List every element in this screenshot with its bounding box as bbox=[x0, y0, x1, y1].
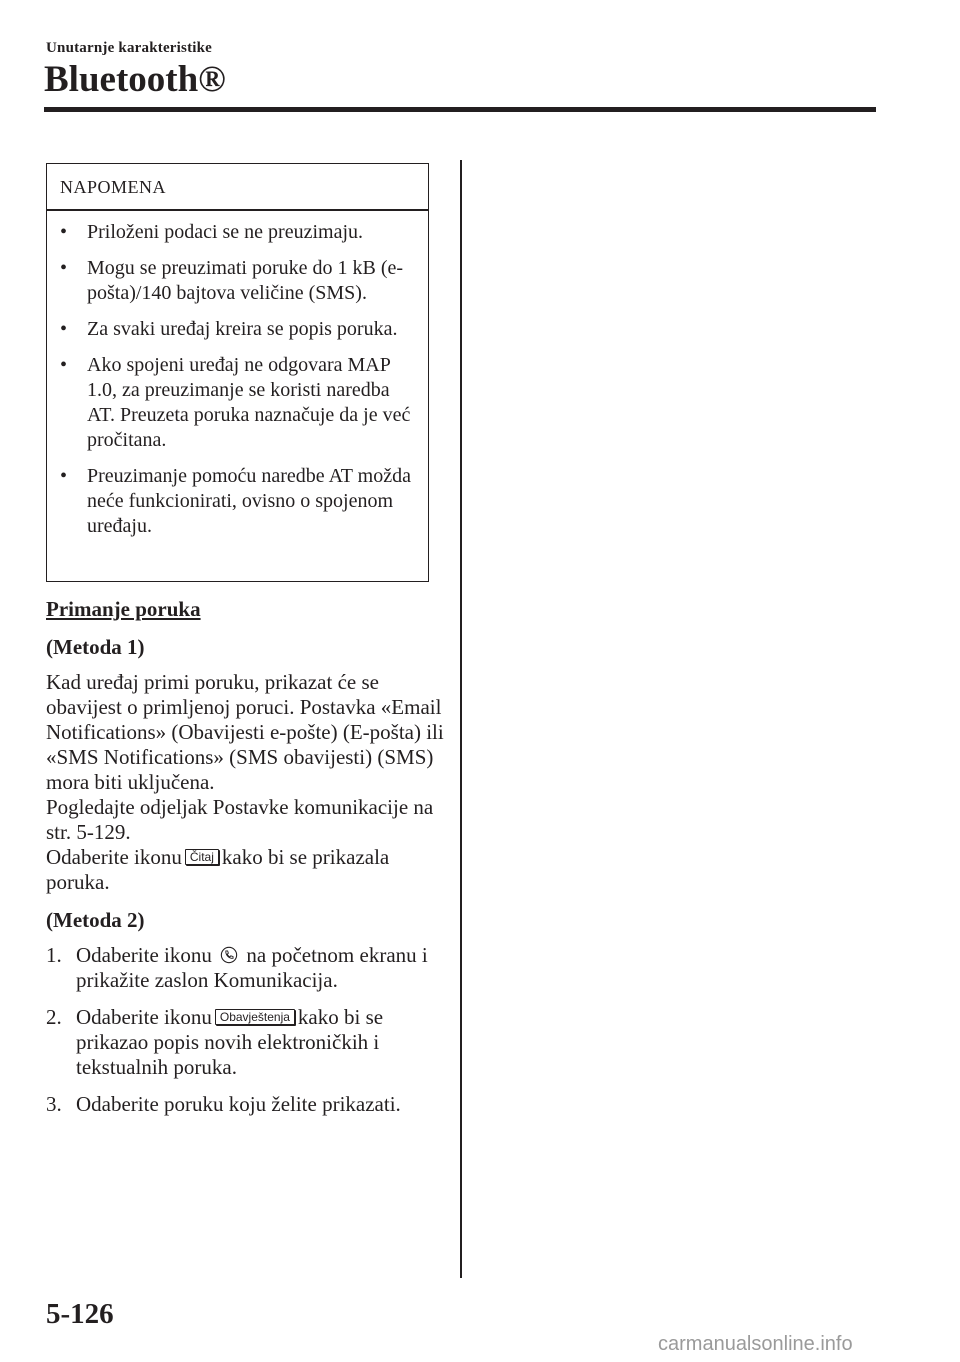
heading-rule bbox=[44, 107, 876, 112]
bullet-icon: • bbox=[60, 465, 68, 487]
main-content bbox=[46, 594, 446, 1129]
step-text-after: kako bi se prikazao popis novih elektroničkih i tekstualnih poruka. bbox=[76, 1005, 384, 1079]
page-heading: Bluetooth® bbox=[44, 59, 226, 100]
notifications-button-icon: Obavještenja bbox=[215, 1009, 295, 1025]
phone-icon bbox=[220, 946, 238, 964]
note-list bbox=[47, 220, 428, 550]
note-title: NAPOMENA bbox=[60, 177, 167, 197]
note-item-text: Mogu se preuzimati poruke do 1 kB (e-pošta)/140 bajtova veličine (SMS). bbox=[87, 257, 404, 304]
note-item bbox=[47, 256, 428, 306]
read-instruction bbox=[46, 845, 446, 895]
note-item bbox=[47, 220, 428, 245]
reference-text: Pogledajte odjeljak Postavke komunikacije na str. 5-129. bbox=[46, 795, 434, 844]
bullet-icon: • bbox=[60, 318, 68, 340]
note-divider bbox=[47, 209, 428, 211]
method-1-title: (Metoda 1) bbox=[46, 635, 145, 659]
read-instruction-before: Odaberite ikonu bbox=[46, 845, 182, 869]
page-number: 5-126 bbox=[46, 1298, 114, 1330]
section-label: Unutarnje karakteristike bbox=[46, 40, 213, 56]
step-item bbox=[46, 1005, 446, 1080]
step-item bbox=[46, 943, 446, 993]
method-1-paragraph bbox=[46, 670, 446, 895]
step-number: 1. bbox=[46, 943, 62, 967]
step-text-after: na početnom ekranu i prikažite zaslon Komunikacija. bbox=[76, 943, 428, 992]
step-text: Odaberite poruku koju želite prikazati. bbox=[76, 1092, 401, 1116]
bullet-icon: • bbox=[60, 354, 68, 376]
column-divider bbox=[460, 160, 462, 1278]
notification-text: Kad uređaj primi poruku, prikazat će se obavijest o primljenoj poruci. Postavka «Email Notifications» (Obavijesti e-pošte) (E-pošta) ili «SMS Notifications» (SMS obavijesti) (SMS) mora biti uključena. bbox=[46, 670, 444, 794]
step-text-before: Odaberite ikonu bbox=[76, 943, 212, 967]
note-item bbox=[47, 464, 428, 539]
step-text-before: Odaberite ikonu bbox=[76, 1005, 212, 1029]
note-item-text: Za svaki uređaj kreira se popis poruka. bbox=[87, 318, 398, 340]
note-box bbox=[46, 163, 429, 582]
read-instruction-after: kako bi se prikazala poruka. bbox=[46, 845, 390, 894]
step-number: 2. bbox=[46, 1005, 62, 1029]
section-heading: Primanje poruka bbox=[46, 597, 201, 621]
watermark: carmanualsonline.info bbox=[658, 1333, 853, 1355]
step-number: 3. bbox=[46, 1092, 62, 1116]
step-item bbox=[46, 1092, 446, 1117]
bullet-icon: • bbox=[60, 257, 68, 279]
note-item-text: Priloženi podaci se ne preuzimaju. bbox=[87, 221, 364, 243]
note-item-text: Preuzimanje pomoću naredbe AT možda neće funkcionirati, ovisno o spojenom uređaju. bbox=[87, 465, 411, 537]
note-item bbox=[47, 317, 428, 342]
note-item bbox=[47, 353, 428, 453]
bullet-icon: • bbox=[60, 221, 68, 243]
method-2-title: (Metoda 2) bbox=[46, 908, 145, 932]
note-item-text: Ako spojeni uređaj ne odgovara MAP 1.0, za preuzimanje se koristi naredba AT. Preuzeta poruka naznačuje da je već pročitana. bbox=[87, 354, 411, 451]
read-button-icon: Čitaj bbox=[185, 849, 219, 865]
